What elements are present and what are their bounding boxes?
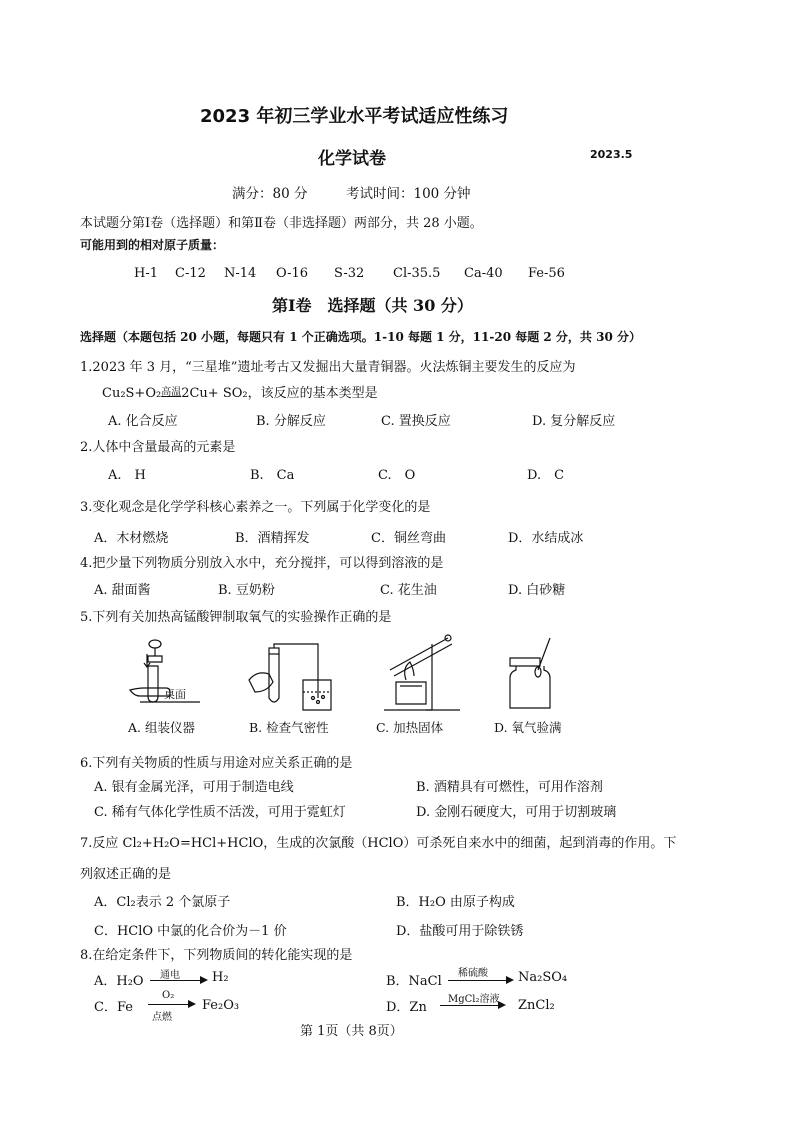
option-a[interactable]: A．木材燃烧 [94, 531, 169, 546]
page-number: 第 1页（共 8页） [300, 1024, 403, 1039]
question-3-stem: 3.变化观念是化学学科核心素养之一。下列属于化学变化的是 [80, 500, 431, 515]
option-b[interactable]: B. 分解反应 [256, 414, 326, 429]
figure-heat-solid [370, 630, 465, 715]
atomic-mass-item: C-12 [175, 266, 206, 281]
equation-reactants: Cu₂S+O₂ [102, 386, 162, 401]
option-a[interactable]: A. 甜面酱 [94, 583, 151, 598]
atomic-mass-item: Cl-35.5 [393, 266, 441, 281]
option-a[interactable]: A. 组装仪器 [128, 720, 195, 735]
atomic-mass-item: O-16 [276, 266, 309, 281]
option-c[interactable]: C. 稀有气体化学性质不活泼，可用于霓虹灯 [94, 805, 346, 820]
option-d[interactable]: D. 白砂糖 [508, 583, 566, 598]
reaction-product: H₂ [212, 970, 229, 985]
question-8-stem: 8.在给定条件下，下列物质间的转化能实现的是 [80, 948, 353, 963]
option-d[interactable]: D. 金刚石硬度大，可用于切割玻璃 [416, 805, 617, 820]
reaction-arrow [440, 1005, 504, 1006]
option-b[interactable]: B．H₂O 由原子构成 [396, 895, 515, 910]
option-b[interactable]: B．酒精挥发 [235, 531, 310, 546]
question-1-stem: 1.2023 年 3 月，“三星堆”遗址考古又发掘出大量青铜器。火法炼铜主要发生的反应为 [80, 360, 576, 375]
section-title: 第Ⅰ卷 选择题（共 30 分） [272, 296, 473, 315]
option-c[interactable]: C. O [378, 468, 416, 483]
reaction-product: Fe₂O₃ [202, 998, 240, 1013]
question-1-equation [102, 382, 378, 401]
option-c[interactable]: C．HClO 中氯的化合价为－1 价 [94, 924, 287, 939]
atomic-mass-item: Fe-56 [528, 266, 565, 281]
atomic-mass-item: Ca-40 [464, 266, 503, 281]
reaction-product: ZnCl₂ [518, 998, 555, 1013]
figure-assemble-apparatus [122, 632, 202, 712]
atomic-mass-item: H-1 [134, 266, 159, 281]
option-d[interactable]: D. 复分解反应 [532, 414, 616, 429]
reaction-arrow [148, 1004, 194, 1005]
exam-duration: 考试时间：100 分钟 [346, 186, 471, 202]
atomic-mass-item: S-32 [334, 266, 365, 281]
reaction-condition-bottom: 点燃 [152, 1012, 172, 1023]
option-a[interactable]: A．Cl₂表示 2 个氯原子 [94, 895, 231, 910]
option-c[interactable]: C．Fe [94, 1000, 133, 1015]
atomic-mass-title: 可能用到的相对原子质量： [80, 238, 225, 252]
option-d[interactable]: D．盐酸可用于除铁锈 [396, 924, 524, 939]
question-7-stem-line1: 7.反应 Cl₂+H₂O=HCl+HClO，生成的次氯酸（HClO）可杀死自来水中的细菌，起到消毒的作用。下 [80, 836, 677, 851]
option-c[interactable]: C. 置换反应 [381, 414, 451, 429]
reaction-condition: 稀硫酸 [458, 968, 488, 979]
option-b[interactable]: B. 检查气密性 [249, 720, 329, 735]
atomic-mass-item: N-14 [224, 266, 257, 281]
option-c[interactable]: C．铜丝弯曲 [371, 531, 446, 546]
exam-date: 2023.5 [590, 148, 633, 161]
equation-products: 2Cu+ SO₂，该反应的基本类型是 [181, 386, 378, 401]
option-d[interactable]: D. 氧气验满 [494, 720, 562, 735]
reaction-condition: MgCl₂溶液 [448, 994, 500, 1005]
question-6-stem: 6.下列有关物质的性质与用途对应关系正确的是 [80, 756, 353, 771]
reaction-condition: O₂ [162, 990, 175, 1001]
subject-title: 化学试卷 [318, 149, 386, 169]
option-a[interactable]: A. H [108, 468, 146, 483]
figure-label-desk: 桌面 [164, 688, 186, 701]
question-7-stem-line2: 列叙述正确的是 [80, 867, 172, 882]
section-instruction: 选择题（本题包括 20 小题，每题只有 1 个正确选项。1-10 每题 1 分，11-20 每题 2 分，共 30 分） [80, 330, 641, 344]
option-b[interactable]: B．NaCl [386, 974, 442, 989]
option-a[interactable]: A. 银有金属光泽，可用于制造电线 [94, 780, 294, 795]
question-5-stem: 5.下列有关加热高锰酸钾制取氧气的实验操作正确的是 [80, 610, 392, 625]
question-4-stem: 4.把少量下列物质分别放入水中，充分搅拌，可以得到溶液的是 [80, 556, 444, 571]
option-b[interactable]: B. 豆奶粉 [218, 583, 275, 598]
reaction-arrow [448, 980, 512, 981]
equation-condition: 高温 [161, 387, 182, 398]
option-b[interactable]: B. Ca [250, 468, 295, 483]
option-d[interactable]: D. C [527, 468, 565, 483]
reaction-arrow [150, 980, 206, 981]
option-a[interactable]: A. 化合反应 [108, 414, 178, 429]
option-d[interactable]: D．水结成冰 [508, 531, 584, 546]
figure-oxygen-full-test [500, 630, 570, 715]
option-a[interactable]: A．H₂O [94, 974, 144, 989]
full-score: 满分：80 分 [232, 186, 308, 202]
question-2-stem: 2.人体中含量最高的元素是 [80, 440, 236, 455]
option-c[interactable]: C. 加热固体 [376, 720, 444, 735]
exam-intro: 本试题分第Ⅰ卷（选择题）和第Ⅱ卷（非选择题）两部分，共 28 小题。 [80, 216, 483, 231]
exam-title: 2023 年初三学业水平考试适应性练习 [200, 106, 509, 127]
option-b[interactable]: B. 酒精具有可燃性，可用作溶剂 [416, 780, 603, 795]
option-c[interactable]: C. 花生油 [380, 583, 437, 598]
reaction-condition: 通电 [160, 970, 180, 981]
figure-check-airtightness [245, 640, 340, 715]
reaction-product: Na₂SO₄ [518, 970, 568, 985]
option-d[interactable]: D．Zn [386, 1000, 427, 1015]
